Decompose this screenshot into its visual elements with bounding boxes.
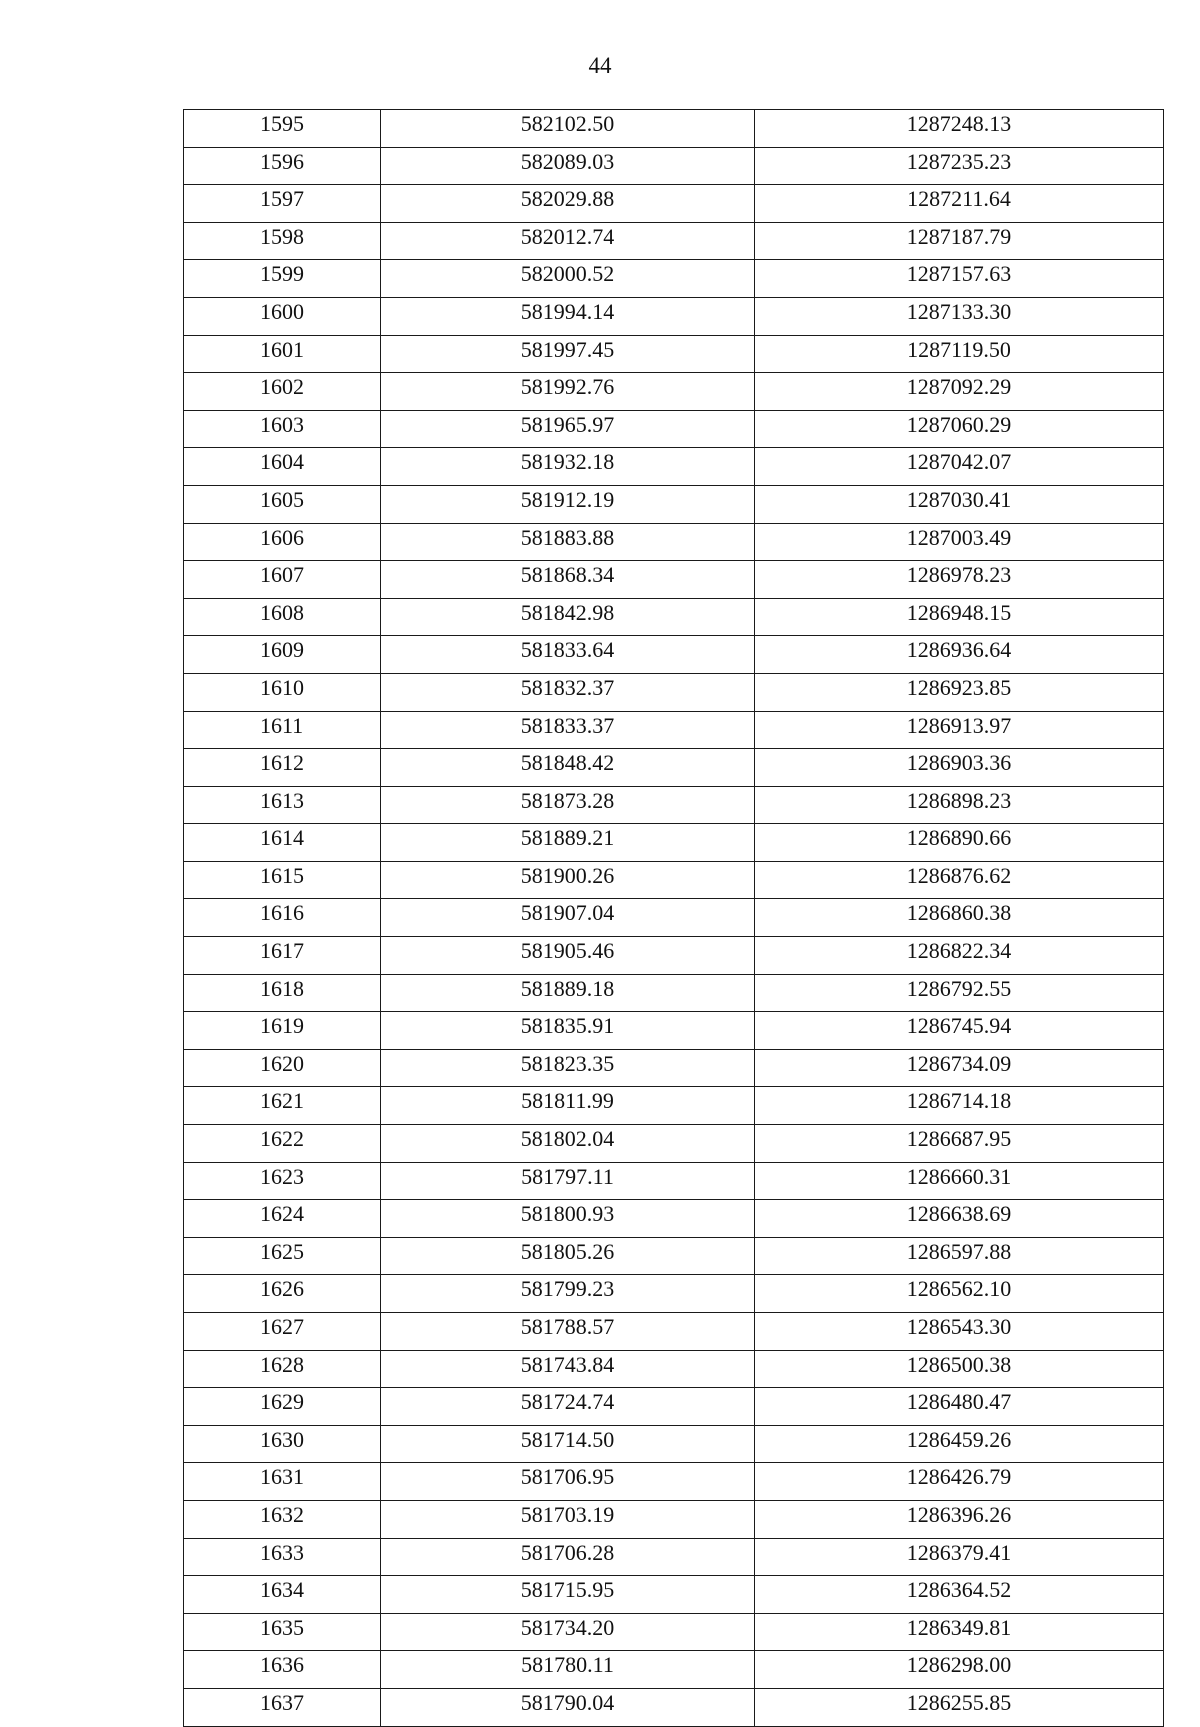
y-coordinate-cell: 1286948.15 xyxy=(755,598,1164,636)
point-number-cell: 1629 xyxy=(184,1388,381,1426)
y-coordinate-cell: 1286687.95 xyxy=(755,1125,1164,1163)
point-number-cell: 1597 xyxy=(184,185,381,223)
table-row xyxy=(184,410,1164,448)
x-coordinate-cell: 581848.42 xyxy=(381,749,755,787)
y-coordinate-cell: 1286936.64 xyxy=(755,636,1164,674)
table-row xyxy=(184,598,1164,636)
point-number-cell: 1633 xyxy=(184,1538,381,1576)
y-coordinate-cell: 1286734.09 xyxy=(755,1049,1164,1087)
x-coordinate-cell: 581790.04 xyxy=(381,1688,755,1726)
table-row xyxy=(184,786,1164,824)
table-row xyxy=(184,523,1164,561)
table-row xyxy=(184,1049,1164,1087)
x-coordinate-cell: 581912.19 xyxy=(381,485,755,523)
y-coordinate-cell: 1287187.79 xyxy=(755,222,1164,260)
table-row xyxy=(184,1313,1164,1351)
y-coordinate-cell: 1286500.38 xyxy=(755,1350,1164,1388)
table-row xyxy=(184,636,1164,674)
table-row xyxy=(184,1237,1164,1275)
table-row xyxy=(184,373,1164,411)
point-number-cell: 1622 xyxy=(184,1125,381,1163)
y-coordinate-cell: 1287042.07 xyxy=(755,448,1164,486)
table-row xyxy=(184,260,1164,298)
table-row xyxy=(184,110,1164,148)
y-coordinate-cell: 1286459.26 xyxy=(755,1425,1164,1463)
x-coordinate-cell: 581823.35 xyxy=(381,1049,755,1087)
table-row xyxy=(184,711,1164,749)
table-row xyxy=(184,1012,1164,1050)
table-row xyxy=(184,1425,1164,1463)
x-coordinate-cell: 581734.20 xyxy=(381,1613,755,1651)
x-coordinate-cell: 581835.91 xyxy=(381,1012,755,1050)
point-number-cell: 1595 xyxy=(184,110,381,148)
point-number-cell: 1624 xyxy=(184,1200,381,1238)
table-row xyxy=(184,1538,1164,1576)
y-coordinate-cell: 1286792.55 xyxy=(755,974,1164,1012)
point-number-cell: 1623 xyxy=(184,1162,381,1200)
y-coordinate-cell: 1286562.10 xyxy=(755,1275,1164,1313)
y-coordinate-cell: 1286349.81 xyxy=(755,1613,1164,1651)
point-number-cell: 1615 xyxy=(184,861,381,899)
x-coordinate-cell: 582089.03 xyxy=(381,147,755,185)
table-row xyxy=(184,749,1164,787)
y-coordinate-cell: 1287003.49 xyxy=(755,523,1164,561)
x-coordinate-cell: 581965.97 xyxy=(381,410,755,448)
x-coordinate-cell: 581997.45 xyxy=(381,335,755,373)
table-row xyxy=(184,185,1164,223)
x-coordinate-cell: 581873.28 xyxy=(381,786,755,824)
x-coordinate-cell: 581889.21 xyxy=(381,824,755,862)
point-number-cell: 1614 xyxy=(184,824,381,862)
y-coordinate-cell: 1286876.62 xyxy=(755,861,1164,899)
table-row xyxy=(184,1688,1164,1726)
x-coordinate-cell: 582029.88 xyxy=(381,185,755,223)
y-coordinate-cell: 1286822.34 xyxy=(755,937,1164,975)
table-row xyxy=(184,1200,1164,1238)
x-coordinate-cell: 581703.19 xyxy=(381,1500,755,1538)
y-coordinate-cell: 1287235.23 xyxy=(755,147,1164,185)
point-number-cell: 1611 xyxy=(184,711,381,749)
table-row xyxy=(184,1500,1164,1538)
table-row xyxy=(184,937,1164,975)
x-coordinate-cell: 581805.26 xyxy=(381,1237,755,1275)
point-number-cell: 1601 xyxy=(184,335,381,373)
y-coordinate-cell: 1286923.85 xyxy=(755,673,1164,711)
table-row xyxy=(184,1162,1164,1200)
page-number: 44 xyxy=(588,53,612,78)
table-body xyxy=(184,110,1164,1727)
x-coordinate-cell: 581883.88 xyxy=(381,523,755,561)
table-row xyxy=(184,899,1164,937)
x-coordinate-cell: 581900.26 xyxy=(381,861,755,899)
x-coordinate-cell: 581889.18 xyxy=(381,974,755,1012)
x-coordinate-cell: 581833.37 xyxy=(381,711,755,749)
point-number-cell: 1603 xyxy=(184,410,381,448)
x-coordinate-cell: 581780.11 xyxy=(381,1651,755,1689)
x-coordinate-cell: 581992.76 xyxy=(381,373,755,411)
y-coordinate-cell: 1286480.47 xyxy=(755,1388,1164,1426)
table-row xyxy=(184,974,1164,1012)
point-number-cell: 1630 xyxy=(184,1425,381,1463)
table-row xyxy=(184,448,1164,486)
point-number-cell: 1616 xyxy=(184,899,381,937)
point-number-cell: 1631 xyxy=(184,1463,381,1501)
y-coordinate-cell: 1287157.63 xyxy=(755,260,1164,298)
y-coordinate-cell: 1287092.29 xyxy=(755,373,1164,411)
y-coordinate-cell: 1286913.97 xyxy=(755,711,1164,749)
table-row xyxy=(184,485,1164,523)
point-number-cell: 1602 xyxy=(184,373,381,411)
point-number-cell: 1606 xyxy=(184,523,381,561)
y-coordinate-cell: 1286426.79 xyxy=(755,1463,1164,1501)
x-coordinate-cell: 581706.28 xyxy=(381,1538,755,1576)
x-coordinate-cell: 581905.46 xyxy=(381,937,755,975)
y-coordinate-cell: 1286379.41 xyxy=(755,1538,1164,1576)
y-coordinate-cell: 1286364.52 xyxy=(755,1576,1164,1614)
y-coordinate-cell: 1286745.94 xyxy=(755,1012,1164,1050)
y-coordinate-cell: 1286255.85 xyxy=(755,1688,1164,1726)
x-coordinate-cell: 582000.52 xyxy=(381,260,755,298)
table-row xyxy=(184,1651,1164,1689)
point-number-cell: 1636 xyxy=(184,1651,381,1689)
point-number-cell: 1604 xyxy=(184,448,381,486)
point-number-cell: 1617 xyxy=(184,937,381,975)
y-coordinate-cell: 1286396.26 xyxy=(755,1500,1164,1538)
point-number-cell: 1613 xyxy=(184,786,381,824)
table-row xyxy=(184,1463,1164,1501)
table-row xyxy=(184,1613,1164,1651)
y-coordinate-cell: 1286898.23 xyxy=(755,786,1164,824)
x-coordinate-cell: 581800.93 xyxy=(381,1200,755,1238)
x-coordinate-cell: 581811.99 xyxy=(381,1087,755,1125)
table-row xyxy=(184,297,1164,335)
table-row xyxy=(184,1576,1164,1614)
point-number-cell: 1634 xyxy=(184,1576,381,1614)
x-coordinate-cell: 581797.11 xyxy=(381,1162,755,1200)
table-row xyxy=(184,561,1164,599)
table-row xyxy=(184,1087,1164,1125)
x-coordinate-cell: 581715.95 xyxy=(381,1576,755,1614)
point-number-cell: 1598 xyxy=(184,222,381,260)
point-number-cell: 1635 xyxy=(184,1613,381,1651)
table-row xyxy=(184,824,1164,862)
point-number-cell: 1637 xyxy=(184,1688,381,1726)
y-coordinate-cell: 1286903.36 xyxy=(755,749,1164,787)
table-row xyxy=(184,1388,1164,1426)
y-coordinate-cell: 1287060.29 xyxy=(755,410,1164,448)
y-coordinate-cell: 1286660.31 xyxy=(755,1162,1164,1200)
y-coordinate-cell: 1286298.00 xyxy=(755,1651,1164,1689)
point-number-cell: 1618 xyxy=(184,974,381,1012)
x-coordinate-cell: 581842.98 xyxy=(381,598,755,636)
point-number-cell: 1625 xyxy=(184,1237,381,1275)
y-coordinate-cell: 1287119.50 xyxy=(755,335,1164,373)
y-coordinate-cell: 1287248.13 xyxy=(755,110,1164,148)
x-coordinate-cell: 582102.50 xyxy=(381,110,755,148)
point-number-cell: 1627 xyxy=(184,1313,381,1351)
x-coordinate-cell: 581788.57 xyxy=(381,1313,755,1351)
y-coordinate-cell: 1286597.88 xyxy=(755,1237,1164,1275)
x-coordinate-cell: 581868.34 xyxy=(381,561,755,599)
point-number-cell: 1628 xyxy=(184,1350,381,1388)
x-coordinate-cell: 581724.74 xyxy=(381,1388,755,1426)
point-number-cell: 1632 xyxy=(184,1500,381,1538)
point-number-cell: 1612 xyxy=(184,749,381,787)
x-coordinate-cell: 581714.50 xyxy=(381,1425,755,1463)
y-coordinate-cell: 1286543.30 xyxy=(755,1313,1164,1351)
table-row xyxy=(184,1125,1164,1163)
x-coordinate-cell: 581932.18 xyxy=(381,448,755,486)
y-coordinate-cell: 1287211.64 xyxy=(755,185,1164,223)
x-coordinate-cell: 581833.64 xyxy=(381,636,755,674)
x-coordinate-cell: 582012.74 xyxy=(381,222,755,260)
table-row xyxy=(184,222,1164,260)
y-coordinate-cell: 1286978.23 xyxy=(755,561,1164,599)
point-number-cell: 1596 xyxy=(184,147,381,185)
point-number-cell: 1600 xyxy=(184,297,381,335)
point-number-cell: 1619 xyxy=(184,1012,381,1050)
y-coordinate-cell: 1286890.66 xyxy=(755,824,1164,862)
x-coordinate-cell: 581802.04 xyxy=(381,1125,755,1163)
point-number-cell: 1607 xyxy=(184,561,381,599)
table-row xyxy=(184,335,1164,373)
y-coordinate-cell: 1286860.38 xyxy=(755,899,1164,937)
point-number-cell: 1610 xyxy=(184,673,381,711)
point-number-cell: 1599 xyxy=(184,260,381,298)
table-row xyxy=(184,1350,1164,1388)
table-row xyxy=(184,1275,1164,1313)
point-number-cell: 1608 xyxy=(184,598,381,636)
x-coordinate-cell: 581743.84 xyxy=(381,1350,755,1388)
x-coordinate-cell: 581799.23 xyxy=(381,1275,755,1313)
table-row xyxy=(184,147,1164,185)
x-coordinate-cell: 581706.95 xyxy=(381,1463,755,1501)
table-row xyxy=(184,861,1164,899)
point-number-cell: 1605 xyxy=(184,485,381,523)
table-row xyxy=(184,673,1164,711)
point-number-cell: 1626 xyxy=(184,1275,381,1313)
y-coordinate-cell: 1287030.41 xyxy=(755,485,1164,523)
x-coordinate-cell: 581832.37 xyxy=(381,673,755,711)
x-coordinate-cell: 581907.04 xyxy=(381,899,755,937)
point-number-cell: 1620 xyxy=(184,1049,381,1087)
point-number-cell: 1621 xyxy=(184,1087,381,1125)
x-coordinate-cell: 581994.14 xyxy=(381,297,755,335)
y-coordinate-cell: 1286638.69 xyxy=(755,1200,1164,1238)
y-coordinate-cell: 1287133.30 xyxy=(755,297,1164,335)
y-coordinate-cell: 1286714.18 xyxy=(755,1087,1164,1125)
point-number-cell: 1609 xyxy=(184,636,381,674)
coordinates-table xyxy=(183,109,1164,1727)
